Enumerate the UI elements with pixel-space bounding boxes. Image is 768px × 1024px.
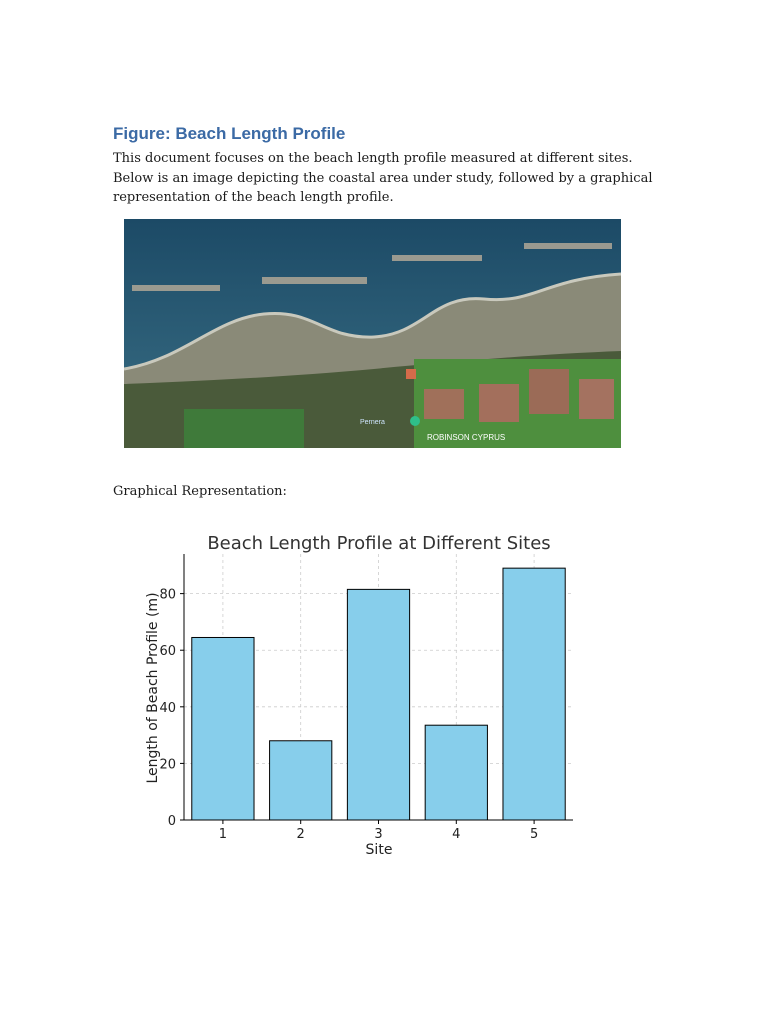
- hotel-map-label: ROBINSON CYPRUS: [427, 433, 506, 442]
- x-axis-label: Site: [365, 842, 393, 858]
- figure-heading: Figure: Beach Length Profile: [113, 124, 346, 143]
- y-tick-label: 80: [159, 587, 176, 603]
- y-tick-label: 20: [159, 757, 176, 773]
- bar-site-1: [192, 637, 254, 820]
- x-tick-label: 1: [218, 827, 228, 842]
- y-tick-label: 60: [159, 644, 176, 660]
- bar-site-3: [347, 589, 409, 820]
- place-map-label: Pernera: [360, 419, 385, 426]
- bar-site-2: [270, 741, 332, 820]
- x-tick-label: 5: [529, 827, 539, 842]
- y-tick-label: 40: [159, 700, 176, 716]
- y-tick-label: 0: [167, 814, 176, 829]
- bar-site-4: [425, 725, 487, 820]
- graph-subheading: Graphical Representation:: [113, 484, 287, 499]
- beach-length-chart: [124, 518, 621, 858]
- x-tick-label: 3: [374, 827, 383, 842]
- chart-title: Beach Length Profile at Different Sites: [207, 533, 551, 554]
- bar-site-5: [503, 568, 565, 820]
- x-tick-label: 4: [452, 827, 461, 842]
- intro-paragraph: This document focuses on the beach length profile measured at different sites. Below is an image depicting the coastal area under study, followed by a graphical representation of the beach length profile.: [113, 151, 653, 205]
- y-axis-label: Length of Beach Profile (m): [145, 592, 161, 784]
- x-tick-label: 2: [296, 827, 305, 842]
- coastal-aerial-photo: [124, 219, 621, 448]
